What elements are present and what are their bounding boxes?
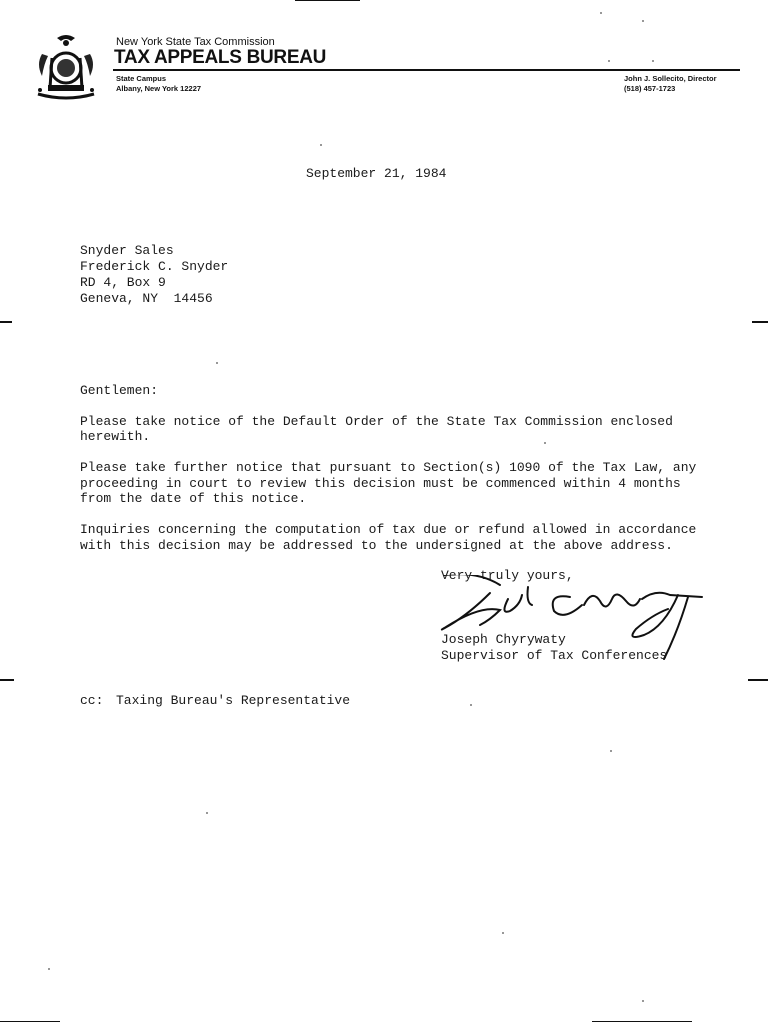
scan-speck [320,144,322,146]
paragraph-3-line-1: Inquiries concerning the computation of tax due or refund allowed in accordance [80,522,697,537]
scan-speck [48,968,50,970]
director-phone: (518) 457-1723 [624,84,676,93]
recipient-company: Snyder Sales [80,243,174,258]
scan-speck [610,750,612,752]
scan-speck [652,60,654,62]
address-line-2: Albany, New York 12227 [116,84,202,93]
signer-name: Joseph Chyrywaty [441,632,566,647]
scan-edge-mark [592,1021,692,1022]
paragraph-1-line-1: Please take notice of the Default Order of the State Tax Commission enclosed [80,414,673,429]
scan-edge-mark [295,0,360,1]
scan-speck [642,20,644,22]
scan-speck [600,12,602,14]
new-york-state-seal-icon [30,30,102,102]
paragraph-2-line-3: from the date of this notice. [80,491,307,506]
recipient-street: RD 4, Box 9 [80,275,166,290]
cc-label: cc: [80,693,104,708]
paragraph-2-line-2: proceeding in court to review this decision must be commenced within 4 months [80,476,681,491]
letter-date: September 21, 1984 [306,166,447,181]
scan-edge-mark [0,321,12,323]
scan-speck [216,362,218,364]
scan-edge-mark [0,1021,60,1022]
cc-recipient: Taxing Bureau's Representative [116,693,351,708]
paragraph-2-line-1: Please take further notice that pursuant to Section(s) 1090 of the Tax Law, any [80,460,697,475]
scan-edge-mark [0,679,14,681]
bureau-name: TAX APPEALS BUREAU [114,47,327,68]
address-line-1: State Campus [116,74,167,83]
paragraph-1-line-2: herewith. [80,429,151,444]
complimentary-close: Very truly yours, [441,568,574,583]
signer-title: Supervisor of Tax Conferences [441,648,668,663]
director-name: John J. Sollecito, Director [624,74,717,83]
scan-speck [470,704,472,706]
scan-speck [502,932,504,934]
scan-speck [206,812,208,814]
header-rule [113,69,740,71]
salutation: Gentlemen: [80,383,159,398]
recipient-name: Frederick C. Snyder [80,259,229,274]
scan-speck [544,442,546,444]
scan-edge-mark [748,679,768,681]
agency-name: New York State Tax Commission [116,36,275,48]
recipient-city: Geneva, NY 14456 [80,291,213,306]
scan-edge-mark [752,321,768,323]
scan-speck [608,60,610,62]
paragraph-3-line-2: with this decision may be addressed to the undersigned at the above address. [80,538,673,553]
scan-speck [642,1000,644,1002]
